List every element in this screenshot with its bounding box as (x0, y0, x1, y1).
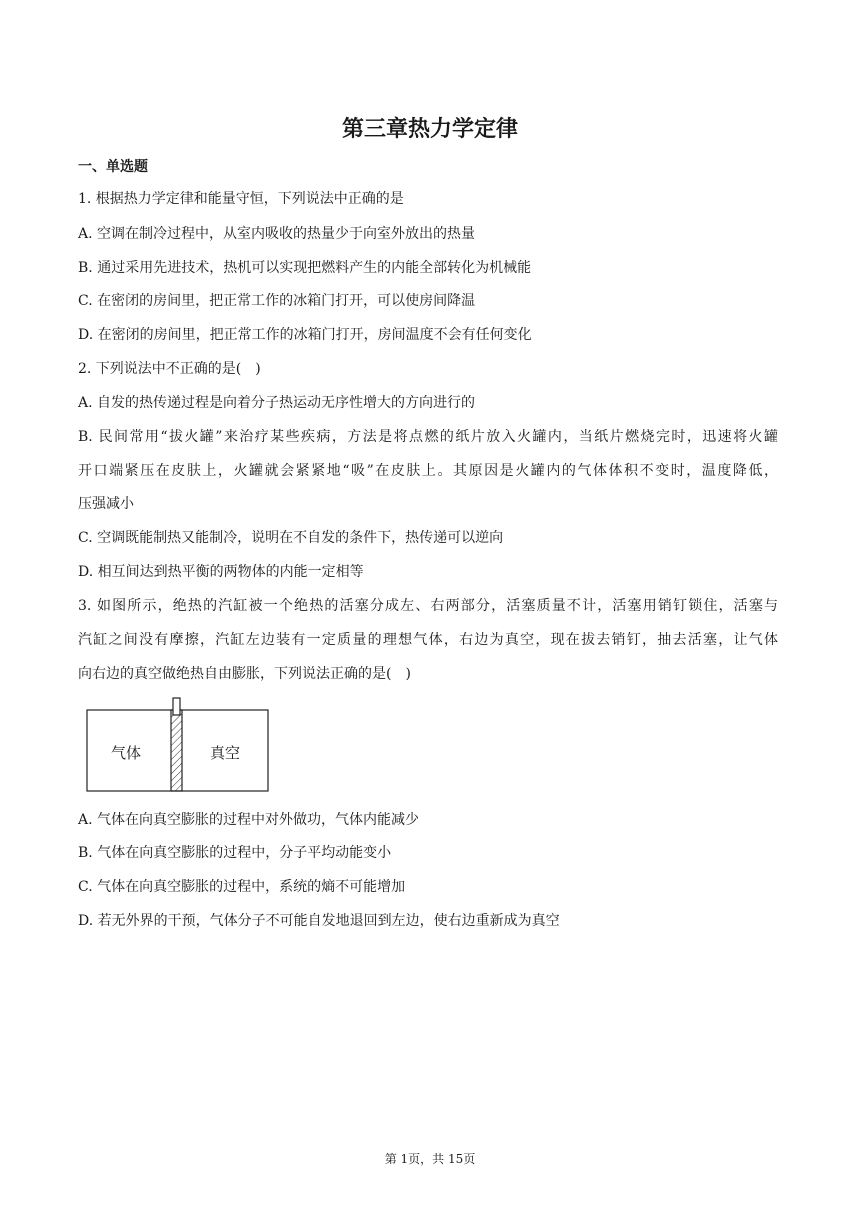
question-3-option-d: D. 若无外界的干预，气体分子不可能自发地退回到左边，使右边重新成为真空 (78, 913, 560, 929)
vacuum-label: 真空 (209, 744, 241, 762)
question-1-option-d: D. 在密闭的房间里，把正常工作的冰箱门打开，房间温度不会有任何变化 (78, 327, 532, 343)
question-1-option-b: B. 通过采用先进技术，热机可以实现把燃料产生的内能全部转化为机械能 (78, 260, 532, 276)
question-2-option-d: D. 相互间达到热平衡的两物体的内能一定相等 (78, 564, 364, 580)
locking-pin (173, 698, 180, 715)
question-3-stem-line1: 3. 如图所示，绝热的汽缸被一个绝热的活塞分成左、右两部分，活塞质量不计，活塞用销钉锁住，活塞与 (78, 598, 778, 614)
question-3-option-b: B. 气体在向真空膨胀的过程中，分子平均动能变小 (78, 845, 392, 861)
question-3-option-a: A. 气体在向真空膨胀的过程中对外做功，气体内能减少 (78, 812, 420, 828)
question-2-stem: 2. 下列说法中不正确的是( ) (78, 361, 261, 377)
question-2-option-c: C. 空调既能制热又能制冷，说明在不自发的条件下，热传递可以逆向 (78, 530, 504, 546)
question-2-option-b-line2: 开口端紧压在皮肤上，火罐就会紧紧地“吸”在皮肤上。其原因是火罐内的气体体积不变时，温度降低， (78, 463, 778, 479)
piston (171, 710, 182, 791)
gas-label: 气体 (110, 744, 142, 762)
cylinder-piston-diagram (86, 696, 270, 794)
question-1-option-a: A. 空调在制冷过程中，从室内吸收的热量少于向室外放出的热量 (78, 226, 476, 242)
question-2-option-b-line3: 压强减小 (78, 496, 134, 512)
question-3-stem-line2: 汽缸之间没有摩擦，汽缸左边装有一定质量的理想气体，右边为真空，现在拔去销钉，抽去活塞，让气体 (78, 632, 778, 648)
page-footer: 第 1页，共 15页 (384, 1152, 476, 1166)
question-3-stem-line3: 向右边的真空做绝热自由膨胀，下列说法正确的是( ) (78, 666, 411, 682)
question-1-option-c: C. 在密闭的房间里，把正常工作的冰箱门打开，可以使房间降温 (78, 293, 476, 309)
question-2-option-a: A. 自发的热传递过程是向着分子热运动无序性增大的方向进行的 (78, 395, 476, 411)
question-3-option-c: C. 气体在向真空膨胀的过程中，系统的熵不可能增加 (78, 879, 406, 895)
page-title: 第三章热力学定律 (341, 117, 518, 142)
question-1-stem: 1. 根据热力学定律和能量守恒，下列说法中正确的是 (78, 191, 404, 207)
section-heading: 一、单选题 (78, 159, 148, 175)
question-2-option-b-line1: B. 民间常用“拔火罐”来治疗某些疾病，方法是将点燃的纸片放入火罐内，当纸片燃烧完时，迅速将火罐 (78, 429, 778, 445)
